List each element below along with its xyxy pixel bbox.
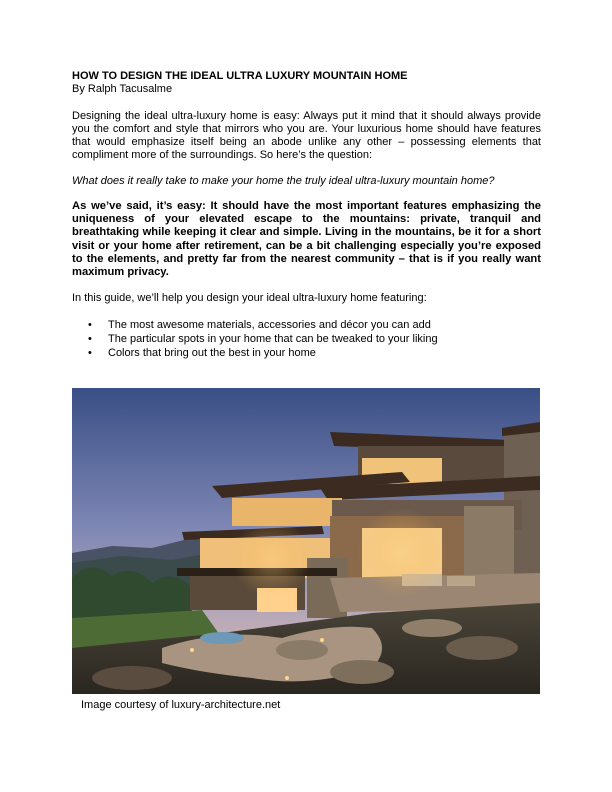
list-item <box>72 318 541 332</box>
bullet-icon: • <box>88 319 92 332</box>
list-intro-paragraph: In this guide, we’ll help you design your ideal ultra-luxury home featuring: <box>72 292 427 305</box>
list-item-text: The particular spots in your home that can be tweaked to your liking <box>108 333 438 346</box>
list-item <box>72 332 541 346</box>
bullet-icon: • <box>88 333 92 346</box>
mountain-home-photo <box>72 388 540 694</box>
author-byline: By Ralph Tacusalme <box>72 83 173 95</box>
bullet-icon: • <box>88 347 92 360</box>
document-body <box>72 70 541 364</box>
intro-paragraph: Designing the ideal ultra-luxury home is easy: Always put it mind that it should always provide you the comfort and style that mirrors who you are. Your luxurious home should have features that would emphasize itself being an abode unlike any other – possessing elements that compliment more of the surroundings. So here’s the question: <box>72 110 541 161</box>
feature-list <box>72 318 541 360</box>
document-title: HOW TO DESIGN THE IDEAL ULTRA LUXURY MOUNTAIN HOME <box>72 70 408 82</box>
image-caption: Image courtesy of luxury-architecture.net <box>81 699 281 711</box>
list-item-text: The most awesome materials, accessories and décor you can add <box>108 319 431 332</box>
question-paragraph: What does it really take to make your home the truly ideal ultra-luxury mountain home? <box>72 175 495 187</box>
list-item <box>72 346 541 360</box>
bold-paragraph: As we’ve said, it’s easy: It should have the most important features emphasizing the uniqueness of your elevated escape to the mountains: private, tranquil and breathtaking while keeping it clear and simple. Living in the mountains, be it for a short visit or your home after retirement, can be a bit challenging especially you’re exposed to the elements, and pretty far from the nearest community – that is if you really want maximum privacy. <box>72 200 541 279</box>
list-item-text: Colors that bring out the best in your home <box>108 347 316 360</box>
